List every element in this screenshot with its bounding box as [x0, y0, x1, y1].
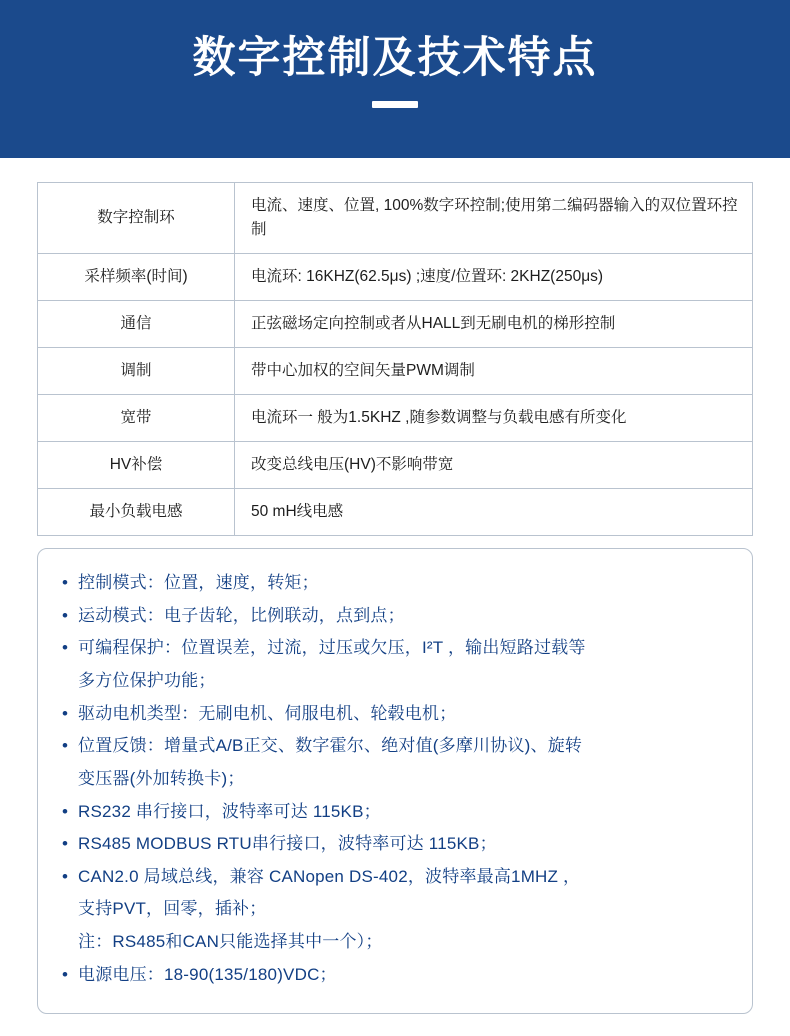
spec-value: 电流环: 16KHZ(62.5μs) ;速度/位置环: 2KHZ(250μs)	[235, 254, 753, 301]
table-row	[38, 254, 753, 301]
spec-value: 电流、速度、位置, 100%数字环控制;使用第二编码器输入的双位置环控制	[235, 183, 753, 254]
spec-label: 宽带	[38, 395, 235, 442]
list-item: • 位置反馈：增量式A/B正交、数字霍尔、绝对值(多摩川协议)、旋转	[60, 730, 730, 763]
table-row	[38, 301, 753, 348]
page-banner	[0, 0, 790, 158]
title-underline-divider	[372, 101, 418, 108]
spec-label: 通信	[38, 301, 235, 348]
table-row	[38, 489, 753, 536]
spec-value: 电流环一 般为1.5KHZ ,随参数调整与负载电感有所变化	[235, 395, 753, 442]
spec-value: 改变总线电压(HV)不影响带宽	[235, 442, 753, 489]
table-row	[38, 395, 753, 442]
specifications-table-body	[38, 183, 753, 536]
spec-value: 50 mH线电感	[235, 489, 753, 536]
list-item-continuation: 支持PVT，回零，插补；	[78, 899, 267, 919]
content-area	[0, 182, 790, 1014]
list-item: • 可编程保护：位置误差，过流，过压或欠压，I²T ，输出短路过载等	[60, 632, 730, 665]
list-item-note: 注：RS485和CAN只能选择其中一个）；	[78, 932, 383, 951]
page-title: 数字控制及技术特点	[192, 34, 598, 82]
list-item: • 驱动电机类型：无刷电机、伺服电机、轮毂电机；	[60, 698, 730, 731]
list-item: • 控制模式：位置，速度，转矩；	[60, 567, 730, 600]
list-item: • RS485 MODBUS RTU串行接口，波特率可达 115KB；	[60, 828, 730, 861]
table-row	[38, 183, 753, 254]
list-item-continuation: 变压器(外加转换卡)；	[78, 768, 245, 788]
spec-label: 最小负载电感	[38, 489, 235, 536]
specifications-table	[37, 182, 753, 536]
list-item: • CAN2.0 局域总线，兼容 CANopen DS-402，波特率最高1MHZ ，	[60, 861, 730, 894]
list-item: • RS232 串行接口，波特率可达 115KB；	[60, 796, 730, 829]
list-item: • 运动模式：电子齿轮，比例联动，点到点；	[60, 600, 730, 633]
table-row	[38, 348, 753, 395]
spec-value: 带中心加权的空间矢量PWM调制	[235, 348, 753, 395]
spec-label: 调制	[38, 348, 235, 395]
spec-label: HV补偿	[38, 442, 235, 489]
list-item-continuation: 多方位保护功能；	[78, 671, 216, 690]
feature-list	[60, 567, 730, 991]
feature-list-panel	[37, 548, 753, 1014]
spec-value: 正弦磁场定向控制或者从HALL到无刷电机的梯形控制	[235, 301, 753, 348]
list-item: • 电源电压：18-90(135/180)VDC；	[60, 959, 730, 992]
table-row	[38, 442, 753, 489]
spec-label: 采样频率(时间)	[38, 254, 235, 301]
spec-label: 数字控制环	[38, 183, 235, 254]
